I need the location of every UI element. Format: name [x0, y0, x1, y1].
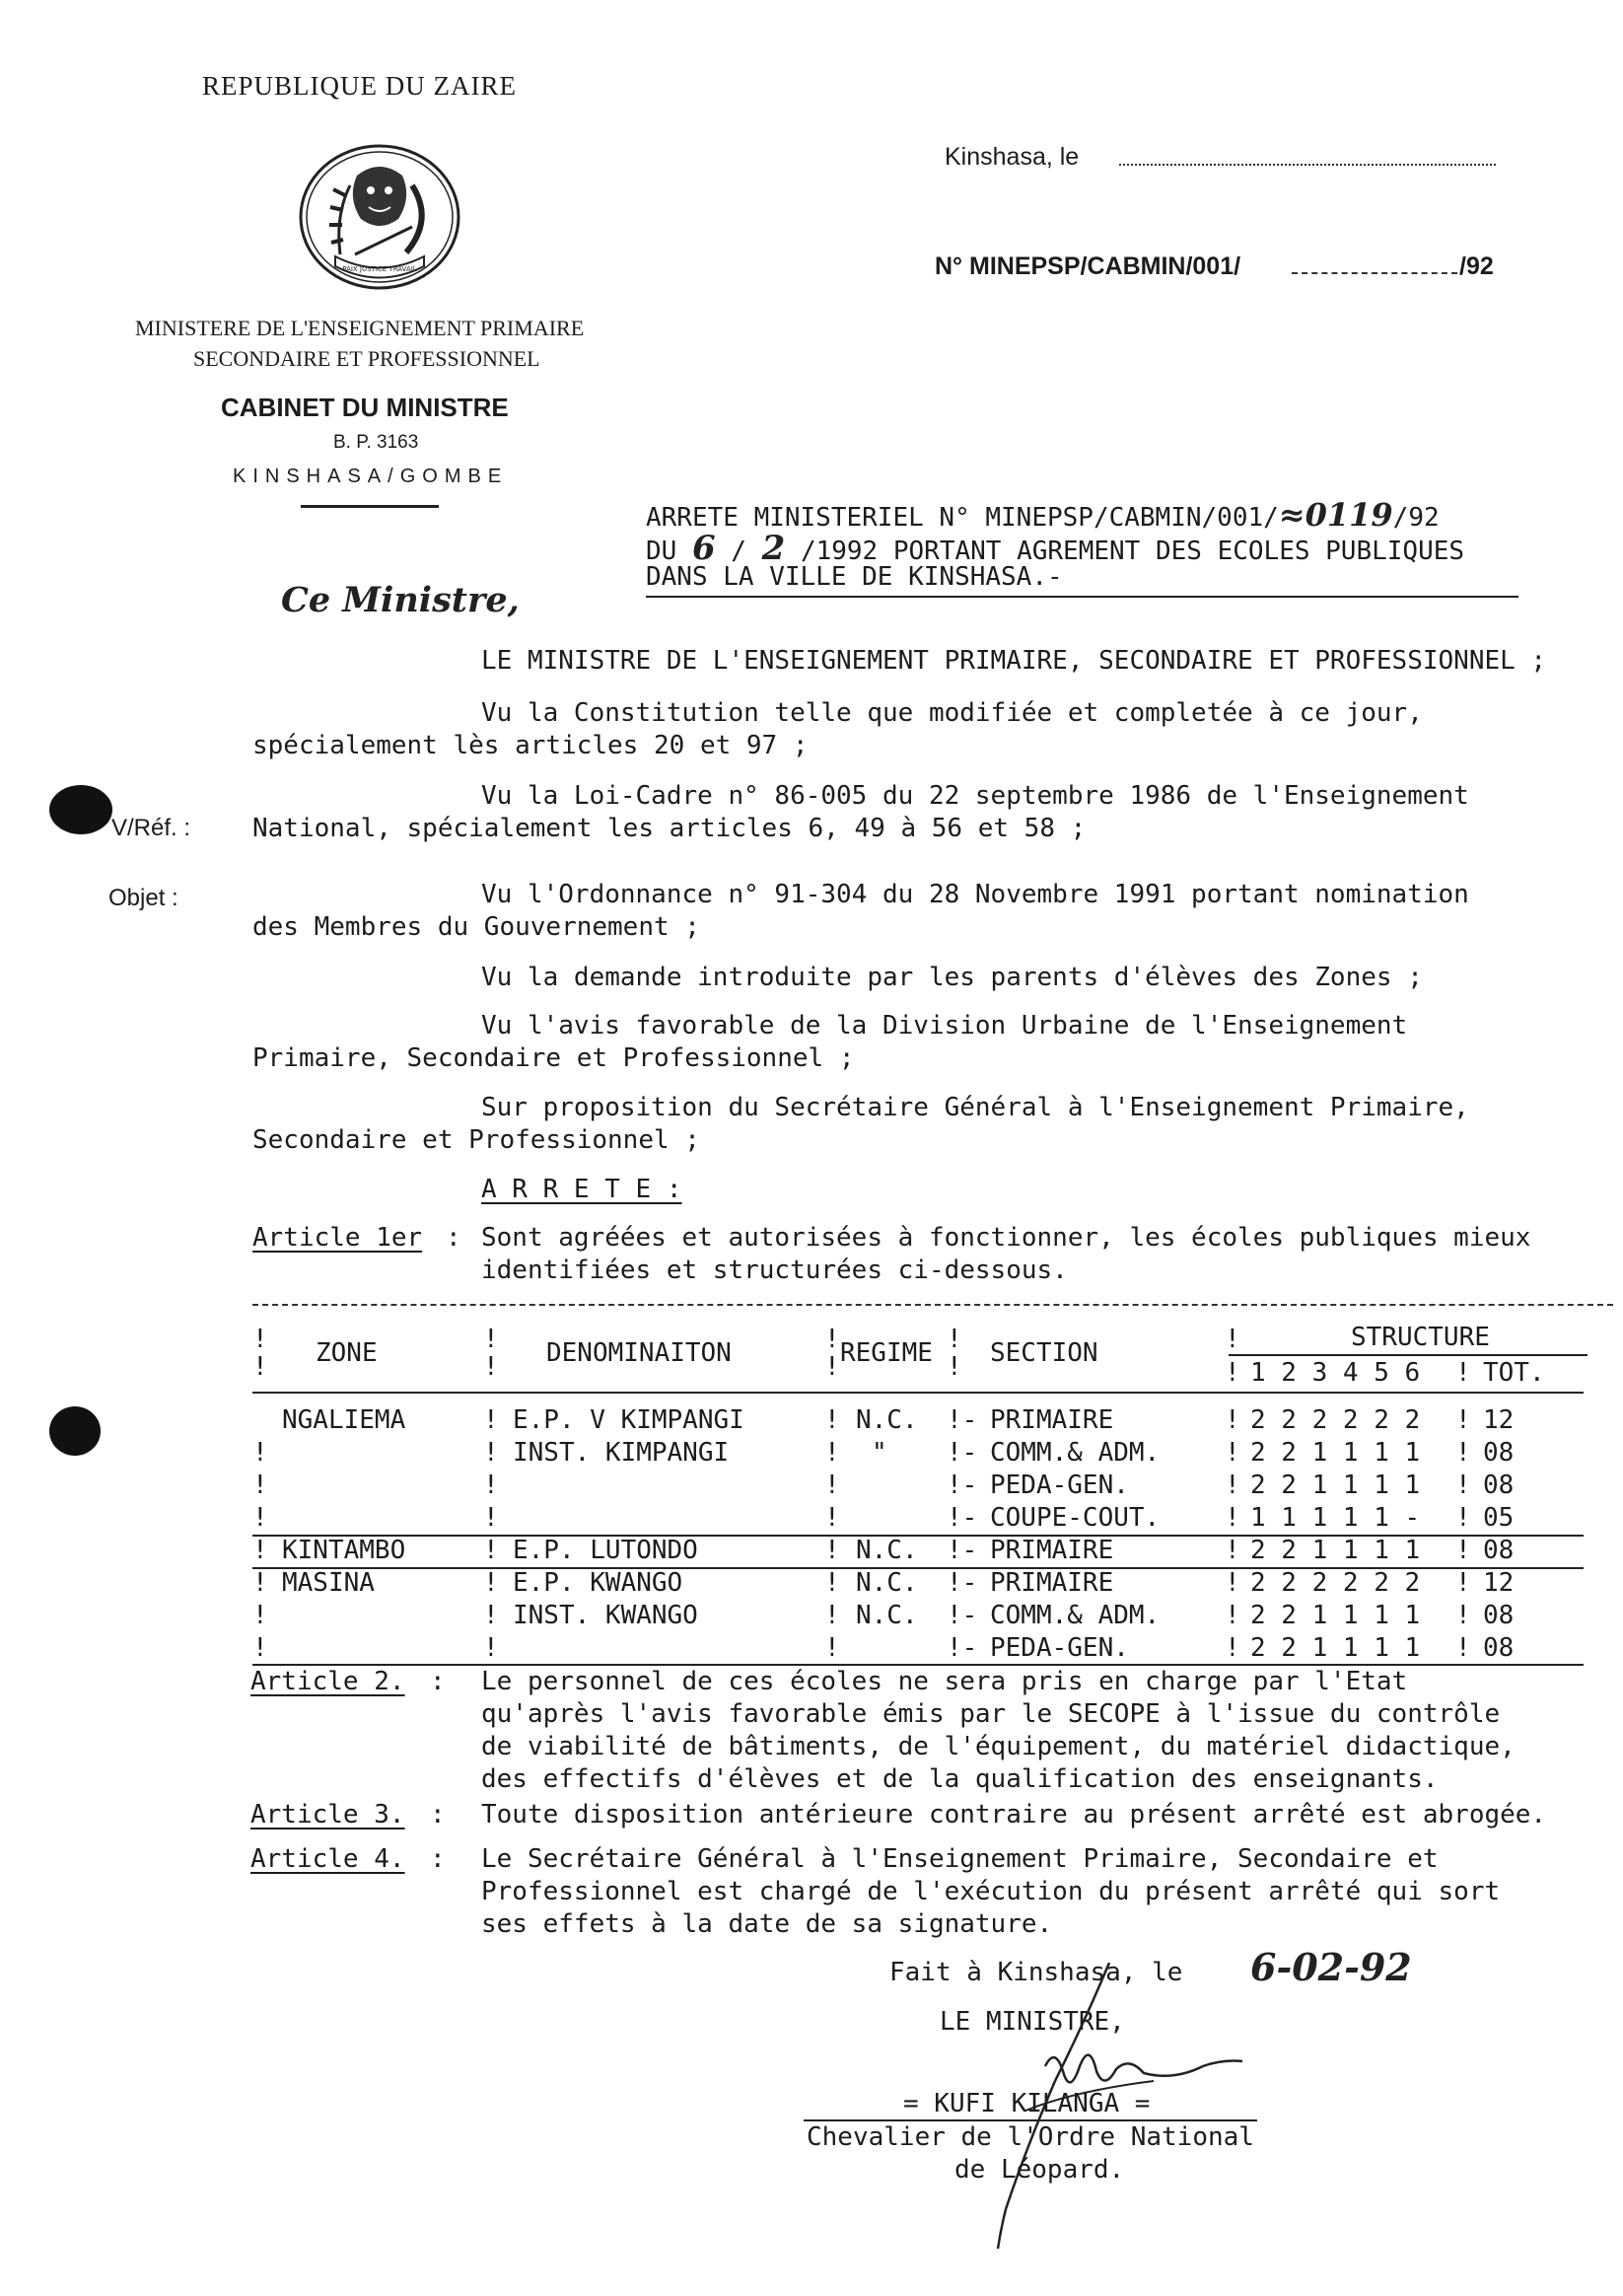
col-header-levels: 1 2 3 4 5 6: [1250, 1358, 1421, 1388]
article-2-line-1: Le personnel de ces écoles ne sera pris en charge par l'Etat: [481, 1667, 1408, 1696]
table-row: [252, 1633, 1613, 1666]
cell-denomination: E.P. LUTONDO: [513, 1536, 698, 1565]
col-header-tot: TOT.: [1483, 1358, 1545, 1388]
preamble-2-first: Vu la Constitution telle que modifiée et completée à ce jour,: [481, 698, 1423, 728]
preamble-4-first: Vu l'Ordonnance n° 91-304 du 28 Novembre 1991 portant nomination: [481, 880, 1469, 909]
table-row: [252, 1503, 1613, 1536]
table-border-mark: !: [824, 1568, 840, 1598]
table-border-mark: !: [824, 1438, 840, 1468]
table-border-mark: !-: [947, 1568, 978, 1598]
cell-levels: 2 2 1 1 1 1: [1250, 1633, 1421, 1663]
signatory-title-1: Chevalier de l'Ordre National: [807, 2122, 1254, 2152]
article-3-label: Article 3.: [250, 1800, 405, 1830]
col-header-section: SECTION: [990, 1338, 1098, 1368]
cell-section: PRIMAIRE: [990, 1568, 1114, 1598]
table-border-mark: !: [252, 1352, 268, 1382]
table-border-mark: !: [1455, 1405, 1471, 1435]
table-border-mark: !: [1225, 1358, 1240, 1388]
date-blank-line: [1119, 164, 1496, 166]
cell-denomination: INST. KIMPANGI: [513, 1438, 730, 1468]
table-header-rule: [252, 1392, 1584, 1394]
table-border-mark: !: [1455, 1471, 1471, 1500]
article-2-label: Article 2.: [250, 1667, 405, 1696]
title-handwritten-number: ≈0119: [1278, 496, 1393, 534]
table-border-mark: !: [1225, 1633, 1240, 1663]
cell-levels: 2 2 2 2 2 2: [1250, 1568, 1421, 1598]
table-border-mark: !-: [947, 1601, 978, 1630]
table-border-mark: !: [483, 1601, 499, 1630]
table-border-mark: !: [252, 1633, 268, 1663]
cell-regime: N.C.: [856, 1405, 918, 1435]
preamble-7-rest: Secondaire et Professionnel ;: [252, 1125, 700, 1155]
cell-regime: N.C.: [856, 1601, 918, 1630]
table-border-mark: !: [483, 1568, 499, 1598]
preamble-3-first: Vu la Loi-Cadre n° 86-005 du 22 septembre 1986 de l'Enseignement: [481, 781, 1469, 811]
article-1-label: Article 1er: [252, 1223, 423, 1253]
cabinet-heading: CABINET DU MINISTRE: [221, 393, 509, 422]
cell-denomination: E.P. V KIMPANGI: [513, 1405, 744, 1435]
cell-tot: 12: [1483, 1568, 1515, 1598]
article-1-sep: :: [446, 1223, 461, 1253]
table-border-mark: !: [1455, 1503, 1471, 1533]
table-border-mark: !: [1455, 1438, 1471, 1468]
structure-header-rule: [1229, 1354, 1588, 1356]
table-border-mark: !: [824, 1471, 840, 1500]
cell-tot: 08: [1483, 1471, 1515, 1500]
article-3-sep: :: [430, 1800, 446, 1830]
article-2-line-4: des effectifs d'élèves et de la qualification des enseignants.: [481, 1764, 1439, 1794]
cell-levels: 2 2 2 2 2 2: [1250, 1405, 1421, 1435]
table-border-mark: !: [1225, 1601, 1240, 1630]
title-hand-day: 6: [691, 529, 716, 568]
ref-number-prefix: N° MINEPSP/CABMIN/001/: [935, 252, 1241, 280]
preamble-4-rest: des Membres du Gouvernement ;: [252, 912, 700, 942]
cell-tot: 08: [1483, 1438, 1515, 1468]
col-header-regime: REGIME: [840, 1338, 933, 1368]
article-2-line-3: de viabilité de bâtiments, de l'équipement, du matériel didactique,: [481, 1732, 1516, 1761]
cell-section: PRIMAIRE: [990, 1536, 1114, 1565]
le-ministre-label: LE MINISTRE,: [940, 2007, 1125, 2037]
ink-blot-1: [49, 785, 112, 834]
preamble-3-rest: National, spécialement les articles 6, 49 à 56 et 58 ;: [252, 814, 1087, 843]
title-underline: [646, 596, 1518, 598]
article-4-line-2: Professionnel est chargé de l'exécution du présent arrêté qui sort: [481, 1877, 1501, 1906]
table-border-mark: !: [252, 1471, 268, 1500]
cell-levels: 2 2 1 1 1 1: [1250, 1601, 1421, 1630]
table-border-mark: !-: [947, 1405, 978, 1435]
table-border-mark: !: [824, 1503, 840, 1533]
table-row: [252, 1438, 1613, 1471]
table-border-mark: !: [824, 1536, 840, 1565]
coat-of-arms-seal: [296, 136, 463, 294]
table-border-mark: !: [483, 1405, 499, 1435]
title-line-2: DU 6 / 2 /1992 PORTANT AGREMENT DES ECOLES PUBLIQUES: [646, 529, 1465, 568]
table-row: [252, 1471, 1613, 1503]
table-border-mark: !: [1225, 1568, 1240, 1598]
cell-regime: ": [872, 1438, 887, 1468]
title-line-2-suffix: /1992 PORTANT AGREMENT DES ECOLES PUBLIQUES: [800, 537, 1465, 566]
table-row: [252, 1405, 1613, 1438]
title-du: DU: [646, 537, 677, 566]
place-label: Kinshasa, le: [945, 143, 1080, 171]
cell-levels: 2 2 1 1 1 1: [1250, 1438, 1421, 1468]
table-border-mark: !: [252, 1536, 268, 1565]
table-border-mark: !: [483, 1503, 499, 1533]
table-border-mark: !: [252, 1503, 268, 1533]
cell-section: PRIMAIRE: [990, 1405, 1114, 1435]
table-border-mark: !: [824, 1352, 840, 1382]
table-border-mark: !-: [947, 1438, 978, 1468]
title-line-1-prefix: ARRETE MINISTERIEL N° MINEPSP/CABMIN/001/: [646, 503, 1279, 533]
title-hand-month: 2: [761, 529, 786, 568]
table-border-mark: !: [483, 1471, 499, 1500]
cell-tot: 05: [1483, 1503, 1515, 1533]
table-border-mark: !: [1455, 1536, 1471, 1565]
article-4-sep: :: [430, 1844, 446, 1874]
city-line: KINSHASA/GOMBE: [233, 466, 509, 487]
preamble-6-rest: Primaire, Secondaire et Professionnel ;: [252, 1043, 855, 1073]
table-border-mark: !-: [947, 1471, 978, 1500]
table-border-mark: !: [483, 1438, 499, 1468]
table-border-mark: !: [252, 1568, 268, 1598]
table-row: [252, 1601, 1613, 1633]
cell-section: PEDA-GEN.: [990, 1471, 1129, 1500]
table-border-mark: !: [947, 1352, 962, 1382]
table-bottom-rule: [252, 1664, 1584, 1666]
cell-zone: KINTAMBO: [282, 1536, 406, 1565]
cell-denomination: INST. KWANGO: [513, 1601, 698, 1630]
col-header-structure: STRUCTURE: [1351, 1323, 1490, 1352]
table-border-mark: !: [483, 1325, 499, 1354]
table-border-mark: !-: [947, 1503, 978, 1533]
cell-levels: 1 1 1 1 1 -: [1250, 1503, 1421, 1533]
table-border-mark: !: [824, 1325, 840, 1354]
table-row: [252, 1536, 1613, 1568]
po-box: B. P. 3163: [333, 432, 419, 453]
article-2-line-2: qu'après l'avis favorable émis par le SECOPE à l'issue du contrôle: [481, 1699, 1501, 1729]
table-border-mark: !: [1455, 1633, 1471, 1663]
republic-heading: REPUBLIQUE DU ZAIRE: [202, 71, 517, 101]
ministry-line-1: MINISTERE DE L'ENSEIGNEMENT PRIMAIRE: [135, 316, 585, 340]
arrete-heading: A R R E T E :: [481, 1175, 682, 1204]
cell-regime: N.C.: [856, 1536, 918, 1565]
ref-number-suffix: /92: [1459, 252, 1494, 280]
table-border-mark: !: [483, 1633, 499, 1663]
table-border-mark: !: [252, 1438, 268, 1468]
ink-blot-2: [49, 1406, 101, 1456]
table-border-mark: !: [824, 1601, 840, 1630]
table-border-mark: !: [1225, 1405, 1240, 1435]
ministry-line-2: SECONDAIRE ET PROFESSIONNEL: [193, 346, 540, 371]
objet-label: Objet :: [108, 885, 178, 911]
cell-section: COMM.& ADM.: [990, 1601, 1161, 1630]
col-header-denomination: DENOMINAITON: [546, 1338, 732, 1368]
preamble-2-rest: spécialement lès articles 20 et 97 ;: [252, 731, 809, 760]
table-border-mark: !: [1455, 1358, 1471, 1388]
schools-table: [252, 1317, 1613, 1672]
table-border-mark: !: [947, 1325, 962, 1354]
article-4-line-1: Le Secrétaire Général à l'Enseignement Primaire, Secondaire et: [481, 1844, 1439, 1874]
signature-date-handwritten: 6-02-92: [1250, 1945, 1412, 1989]
table-top-dashes: [252, 1304, 1613, 1306]
table-border-mark: !: [1455, 1601, 1471, 1630]
cell-levels: 2 2 1 1 1 1: [1250, 1471, 1421, 1500]
article-4-line-3: ses effets à la date de sa signature.: [481, 1909, 1053, 1939]
seal-motto: PAIX JUSTICE TRAVAIL: [342, 265, 417, 273]
table-border-mark: !: [1225, 1536, 1240, 1565]
preamble-6-first: Vu l'avis favorable de la Division Urbaine de l'Enseignement: [481, 1011, 1408, 1040]
table-border-mark: !: [1225, 1325, 1240, 1354]
fait-a-line: Fait à Kinshasa, le: [889, 1958, 1183, 1987]
article-1-line-2: identifiées et structurées ci-dessous.: [481, 1256, 1068, 1285]
table-border-mark: !: [824, 1405, 840, 1435]
cell-section: PEDA-GEN.: [990, 1633, 1129, 1663]
preamble-5: Vu la demande introduite par les parents d'élèves des Zones ;: [481, 963, 1423, 992]
article-2-sep: :: [430, 1667, 446, 1696]
cell-tot: 12: [1483, 1405, 1515, 1435]
table-border-mark: !: [1225, 1438, 1240, 1468]
header-rule: [301, 505, 439, 508]
article-3-line-1: Toute disposition antérieure contraire au présent arrêté est abrogée.: [481, 1800, 1547, 1830]
title-line-3: DANS LA VILLE DE KINSHASA.-: [646, 562, 1063, 592]
table-border-mark: !: [824, 1633, 840, 1663]
signatory-name: = KUFI KILANGA =: [903, 2089, 1151, 2118]
title-line-1-suffix: /92: [1392, 503, 1440, 533]
table-border-mark: !: [483, 1352, 499, 1382]
minister-title: Ce Ministre,: [281, 580, 520, 620]
article-4-label: Article 4.: [250, 1844, 405, 1874]
ref-number-blank: [1292, 272, 1457, 274]
table-border-mark: !-: [947, 1633, 978, 1663]
table-border-mark: !: [1455, 1568, 1471, 1598]
cell-regime: N.C.: [856, 1568, 918, 1598]
col-header-zone: ZONE: [316, 1338, 378, 1368]
signatory-title-2: de Léopard.: [954, 2155, 1125, 2185]
table-border-mark: !: [252, 1325, 268, 1354]
table-row: [252, 1568, 1613, 1601]
table-border-mark: !: [1225, 1471, 1240, 1500]
cell-zone: MASINA: [282, 1568, 375, 1598]
cell-tot: 08: [1483, 1601, 1515, 1630]
table-border-mark: !: [252, 1601, 268, 1630]
cell-zone: NGALIEMA: [282, 1405, 406, 1435]
table-border-mark: !-: [947, 1536, 978, 1565]
preamble-1: LE MINISTRE DE L'ENSEIGNEMENT PRIMAIRE, SECONDAIRE ET PROFESSIONNEL ;: [481, 646, 1547, 676]
preamble-7-first: Sur proposition du Secrétaire Général à l'Enseignement Primaire,: [481, 1093, 1469, 1122]
cell-tot: 08: [1483, 1536, 1515, 1565]
article-1-line-1: Sont agréées et autorisées à fonctionner, les écoles publiques mieux: [481, 1223, 1531, 1253]
signatory-rule: [804, 2119, 1257, 2121]
table-border-mark: !: [1225, 1503, 1240, 1533]
cell-section: COUPE-COUT.: [990, 1503, 1161, 1533]
vref-label: V/Réf. :: [111, 815, 191, 841]
cell-tot: 08: [1483, 1633, 1515, 1663]
cell-levels: 2 2 1 1 1 1: [1250, 1536, 1421, 1565]
cell-denomination: E.P. KWANGO: [513, 1568, 683, 1598]
cell-section: COMM.& ADM.: [990, 1438, 1161, 1468]
table-border-mark: !: [483, 1536, 499, 1565]
